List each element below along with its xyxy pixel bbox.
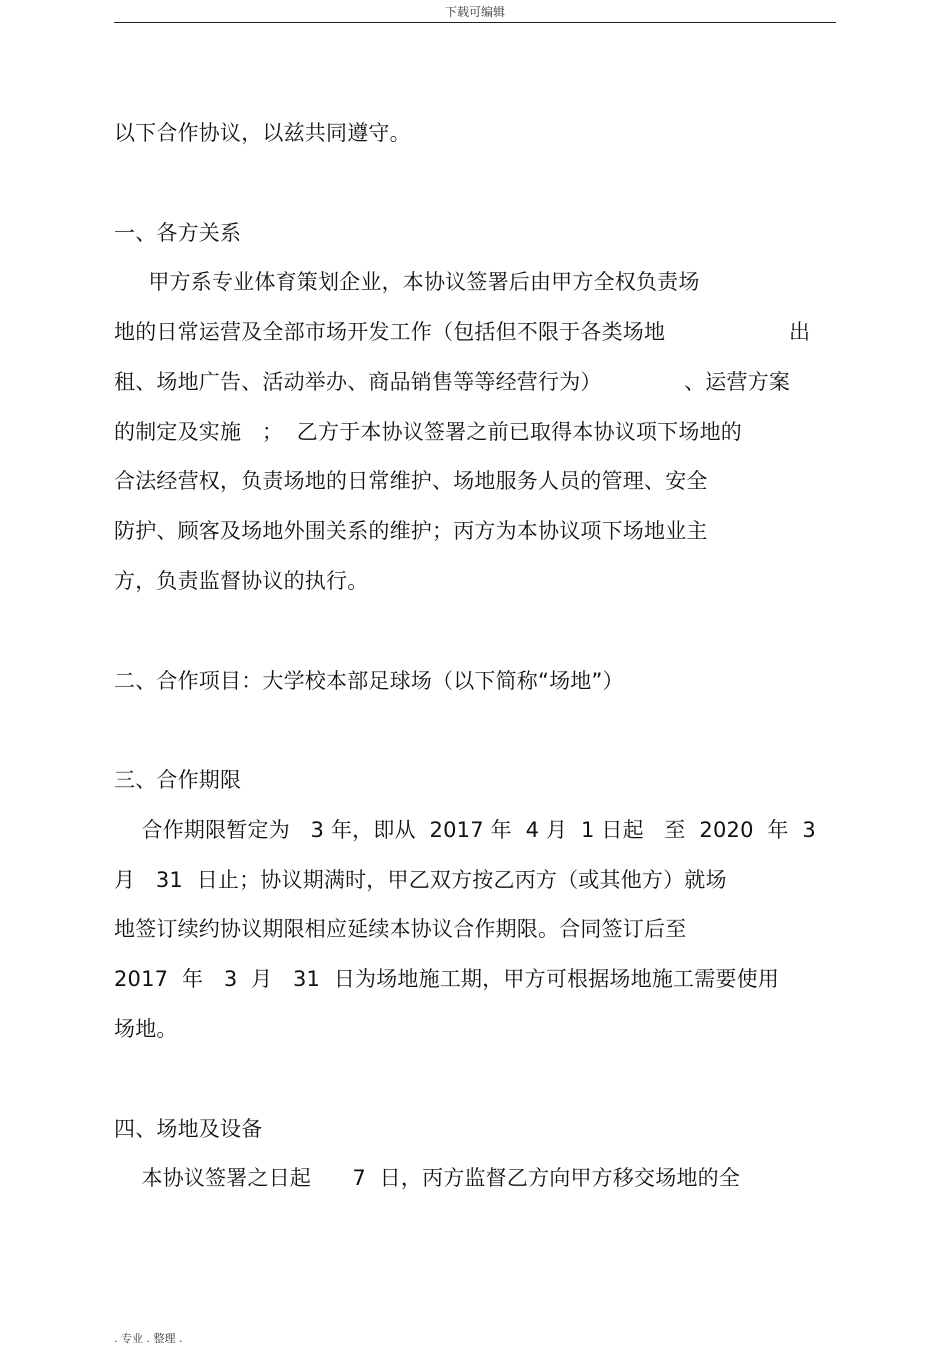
- header-divider: [114, 22, 836, 23]
- paragraph-line: 以下合作协议，以兹共同遵守。: [114, 121, 411, 145]
- page-footer: . 专业 . 整理 .: [114, 1332, 183, 1345]
- paragraph-line: 甲方系专业体育策划企业，本协议签署后由甲方全权负责场: [114, 270, 700, 294]
- section-heading: 四、场地及设备: [114, 1117, 263, 1141]
- paragraph-line: 防护、顾客及场地外围关系的维护；丙方为本协议项下场地业主: [114, 519, 708, 543]
- paragraph-line: 本协议签署之日起 7 日，丙方监督乙方向甲方移交场地的全: [114, 1166, 741, 1190]
- paragraph-line: 2017 年 3 月 31 日为场地施工期，甲方可根据场地施工需要使用: [114, 967, 780, 991]
- paragraph-line: 方，负责监督协议的执行。: [114, 569, 369, 593]
- section-heading: 一、各方关系: [114, 221, 242, 245]
- section-heading: 三、合作期限: [114, 768, 242, 792]
- paragraph-line: 租、场地广告、活动举办、商品销售等等经营行为） 、运营方案: [114, 370, 791, 394]
- paragraph-line: 地签订续约协议期限相应延续本协议合作期限。合同签订后至: [114, 917, 687, 941]
- paragraph-line: 地的日常运营及全部市场开发工作（包括但不限于各类场地 出: [114, 320, 811, 344]
- paragraph-line: 合作期限暂定为 3 年，即从 2017 年 4 月 1 日起 至 2020 年 3: [114, 818, 816, 842]
- section-heading: 二、合作项目：大学校本部足球场（以下简称“场地”）: [114, 669, 624, 693]
- paragraph-line: 的制定及实施 ； 乙方于本协议签署之前已取得本协议项下场地的: [114, 420, 742, 444]
- paragraph-line: 场地。: [114, 1017, 178, 1041]
- page-header: 下载可编辑: [444, 5, 505, 19]
- paragraph-line: 月 31 日止；协议期满时，甲乙双方按乙丙方（或其他方）就场: [114, 868, 727, 892]
- paragraph-line: 合法经营权，负责场地的日常维护、场地服务人员的管理、安全: [114, 469, 708, 493]
